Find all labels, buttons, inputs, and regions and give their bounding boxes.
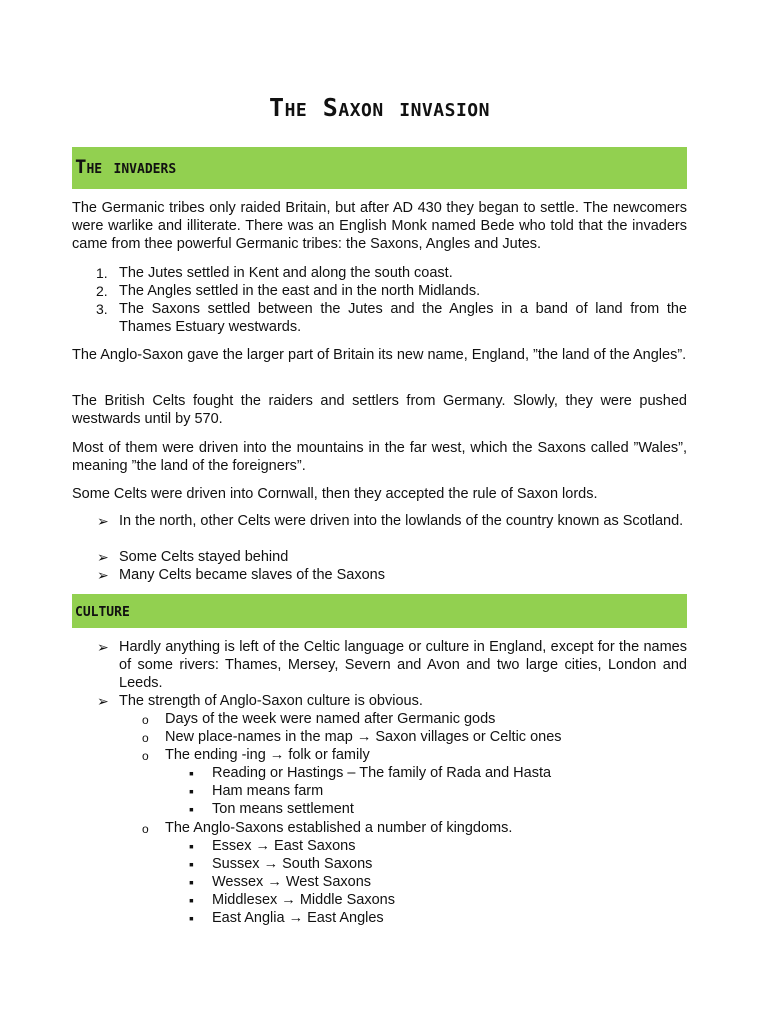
square-bullet-icon: ▪ bbox=[189, 838, 194, 854]
list-item: Many Celts became slaves of the Saxons bbox=[119, 567, 385, 583]
list-item: The Angles settled in the east and in the north Midlands. bbox=[119, 283, 481, 299]
circle-bullet-icon: o bbox=[142, 749, 149, 763]
list-item: New place-names in the map → Saxon villages or Celtic ones bbox=[165, 729, 562, 745]
square-bullet-icon: ▪ bbox=[189, 856, 194, 872]
list-item: Sussex → South Saxons bbox=[212, 856, 373, 872]
list-item: The strength of Anglo-Saxon culture is obvious. bbox=[119, 693, 423, 709]
list-item: Hardly anything is left of the Celtic language or culture in England, except for the names of some rivers: Thames, Mersey, Severn and Avon and two large cities, London and Leeds. bbox=[119, 639, 687, 691]
list-item: The Anglo-Saxons established a number of kingdoms. bbox=[165, 820, 513, 836]
paragraph-cornwall: Some Celts were driven into Cornwall, then they accepted the rule of Saxon lords. bbox=[72, 486, 598, 502]
arrow-bullet-icon: ➢ bbox=[97, 513, 109, 529]
section-title-invaders: The invaders bbox=[75, 156, 177, 178]
arrow-bullet-icon: ➢ bbox=[97, 639, 109, 655]
list-item: Middlesex → Middle Saxons bbox=[212, 892, 395, 908]
section-header-culture bbox=[72, 594, 687, 628]
square-bullet-icon: ▪ bbox=[189, 783, 194, 799]
list-item: The Saxons settled between the Jutes and the Angles in a band of land from the Thames Estuary westwards. bbox=[119, 301, 687, 335]
paragraph-celts: The British Celts fought the raiders and settlers from Germany. Slowly, they were pushed westwards until by 570. bbox=[72, 393, 687, 427]
paragraph-wales: Most of them were driven into the mountains in the far west, which the Saxons called ”Wales”, meaning ”the land of the foreigners”. bbox=[72, 440, 687, 474]
list-item: Wessex → West Saxons bbox=[212, 874, 372, 890]
square-bullet-icon: ▪ bbox=[189, 801, 194, 817]
list-item: Ham means farm bbox=[212, 783, 324, 799]
list-item: Some Celts stayed behind bbox=[119, 549, 289, 565]
page-title: The Saxon invasion bbox=[269, 93, 490, 122]
list-item: Days of the week were named after Germanic gods bbox=[165, 711, 496, 727]
paragraph-intro: The Germanic tribes only raided Britain, but after AD 430 they began to settle. The newcomers were warlike and illiterate. There was an English Monk named Bede who told that the invaders came from thee powerful Germanic tribes: the Saxons, Angles and Jutes. bbox=[72, 200, 687, 252]
circle-bullet-icon: o bbox=[142, 822, 149, 836]
arrow-bullet-icon: ➢ bbox=[97, 693, 109, 709]
square-bullet-icon: ▪ bbox=[189, 892, 194, 908]
list-number: 3. bbox=[96, 301, 108, 317]
list-item: The Jutes settled in Kent and along the south coast. bbox=[119, 265, 453, 281]
paragraph-angles: The Anglo-Saxon gave the larger part of Britain its new name, England, ”the land of the Angles”. bbox=[72, 347, 687, 363]
square-bullet-icon: ▪ bbox=[189, 765, 194, 781]
list-number: 2. bbox=[96, 283, 108, 299]
list-item: Essex → East Saxons bbox=[212, 838, 356, 854]
square-bullet-icon: ▪ bbox=[189, 874, 194, 890]
list-item: In the north, other Celts were driven into the lowlands of the country known as Scotland. bbox=[119, 513, 684, 529]
circle-bullet-icon: o bbox=[142, 731, 149, 745]
list-item: East Anglia → East Angles bbox=[212, 910, 384, 926]
square-bullet-icon: ▪ bbox=[189, 910, 194, 926]
arrow-bullet-icon: ➢ bbox=[97, 549, 109, 565]
section-title-culture: culture bbox=[75, 599, 130, 621]
section-header-invaders bbox=[72, 147, 687, 189]
list-item: Reading or Hastings – The family of Rada and Hasta bbox=[212, 765, 552, 781]
list-item: The ending -ing → folk or family bbox=[165, 747, 370, 763]
list-number: 1. bbox=[96, 265, 108, 281]
list-item: Ton means settlement bbox=[212, 801, 354, 817]
arrow-bullet-icon: ➢ bbox=[97, 567, 109, 583]
circle-bullet-icon: o bbox=[142, 713, 149, 727]
